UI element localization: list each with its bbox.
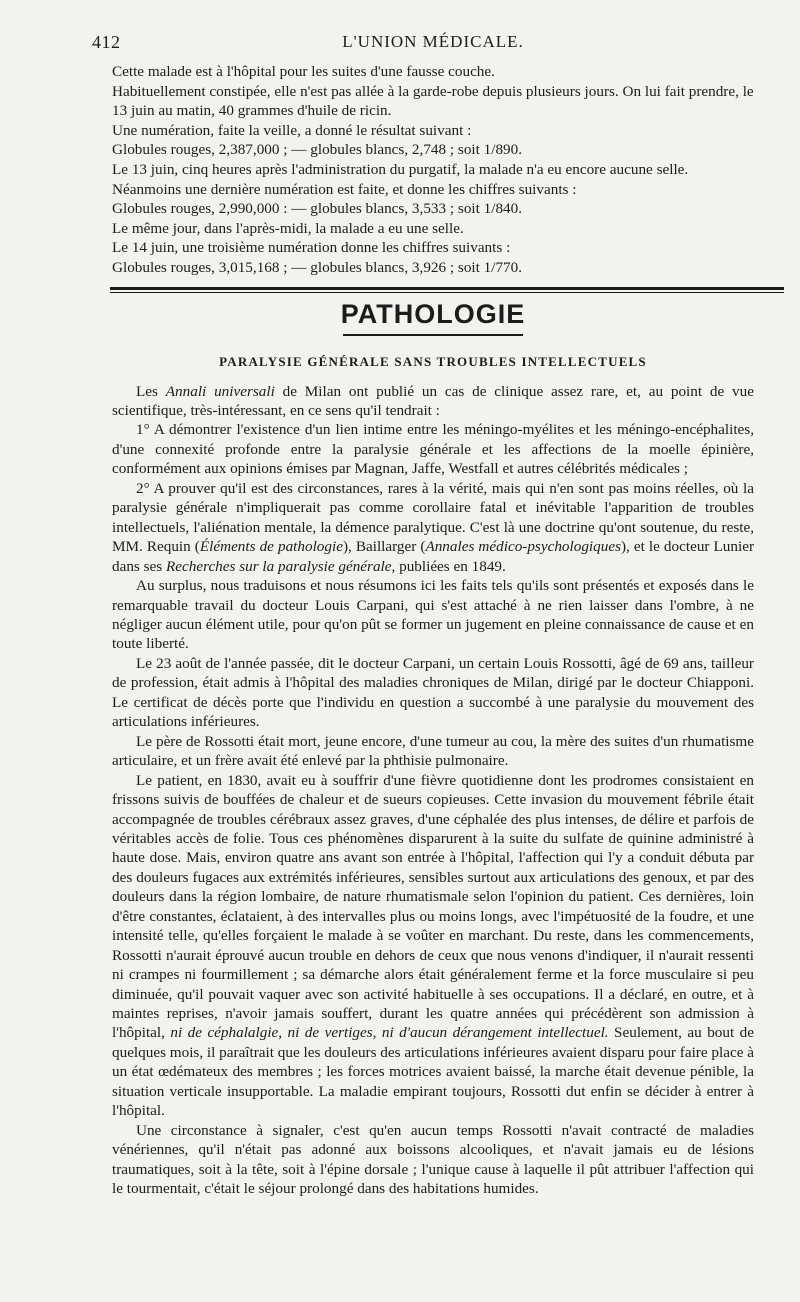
paragraph: Le 23 août de l'année passée, dit le docteur Carpani, un certain Louis Rossotti, âgé de 69 ans, tailleur de profession, était admis à l'hôpital des maladies chroniques de Milan, dirigé par le docteur Chiapponi. Le certificat de décès porte que l'individu en question a succombé à une paralysie du mouvement des articulations inférieures. — [112, 654, 754, 731]
paragraph — [112, 771, 754, 1121]
observation-line: Cette malade est à l'hôpital pour les suites d'une fausse couche. — [112, 63, 495, 80]
observation-line: Le même jour, dans l'après-midi, la malade a eu une selle. — [112, 219, 464, 237]
paragraph-text: Seulement, au bout de quelques mois, il paraîtrait que les douleurs des articulations inférieures avaient disparu pour faire place à un état œdémateux des membres ; les forces motrices avaient baissé, la marche était devenue pénible, la situation verticale insupportable. La maladie empirant toujours, Rossotti dut enfin se décider à entrer à l'hôpital. — [112, 1024, 754, 1120]
observation-line: Une numération, faite la veille, a donné le résultat suivant : — [112, 121, 472, 139]
emphasized-text: ni de céphalalgie, ni de vertiges, ni d'aucun dérangement intellectuel. — [170, 1024, 609, 1042]
article-title: PARALYSIE GÉNÉRALE SANS TROUBLES INTELLECTUELS — [219, 353, 647, 369]
citation-title: Annales médico-psychologiques — [425, 538, 621, 556]
observation-block — [112, 62, 754, 278]
section-divider — [110, 287, 784, 293]
paragraph: 1° A démontrer l'existence d'un lien intime entre les méningo-myélites et les méningo-encéphalites, d'une connexité profonde entre la paralysie générale et les affections de la moelle épinière, conformément aux opinions émises par Magnan, Jaffe, Westfall et autres célébrités médicales ; — [112, 421, 754, 478]
running-head: L'UNION MÉDICALE. — [342, 32, 524, 51]
paragraph-text: ), Baillarger ( — [342, 538, 426, 556]
title-underline — [343, 334, 523, 336]
paragraph — [112, 479, 754, 576]
journal-name: Annali universali — [165, 382, 275, 400]
paragraph-text: Les Annali universali de Milan ont publié un cas de clinique assez rare, et, au point de vue scientifique, très-intéressant, en ce sens qu'il tendrait : — [112, 382, 754, 419]
paragraph: Au surplus, nous traduisons et nous résumons ici les faits tels qu'ils sont présentés et exposés dans le remarquable travail du docteur Louis Carpani, qui s'est attaché à ne rien laisser dans l'ombre, à ne négliger aucun élément utile, pour qu'on pût se former un jugement en pleine connaissance de cause et en toute liberté. — [112, 577, 754, 653]
citation-title: Recherches sur la paralysie générale — [166, 557, 392, 575]
article-body — [112, 382, 754, 1199]
observation-line: Habituellement constipée, elle n'est pas allée à la garde-robe depuis plusieurs jours. On lui fait prendre, le 13 juin au matin, 40 grammes d'huile de ricin. — [112, 82, 754, 120]
paragraph — [112, 382, 754, 421]
observation-line: Globules rouges, 2,387,000 ; — globules blancs, 2,748 ; soit 1/890. — [112, 141, 523, 159]
paragraph-text: ), et le docteur Lunier dans ses — [112, 538, 755, 575]
paragraph: Le père de Rossotti était mort, jeune encore, d'une tumeur au cou, la mère des suites d'un rhumatisme articulaire, et un frère avait été enlevé par la phthisie pulmonaire. — [112, 732, 754, 770]
paragraph-text: Le patient, en 1830, avait eu à souffrir d'une fièvre quotidienne dont les prodromes consistaient en frissons suivis de bouffées de chaleur et de sueurs copieuses. Cette invasion du mouvement fébrile était accompagnée de troubles cérébraux assez graves, d'une céphalée des plus intenses, de délire et parfois de véritables accès de folie. Tous ces phénomènes disparurent à la suite du sulfate de quinine administré à haute dose. Mais, environ quatre ans avant son entrée à l'hôpital, l'affection qui l'y a conduit débuta par des douleurs fugaces aux extrémités inférieures, sensibles surtout aux articulations des genoux, et par des douleurs dans la région lombaire, de nature rhumatismale selon l'opinion du patient. Ces dernières, loin d'être constantes, éclataient, à des intervalles plus ou moins longs, avec l'impétuosité de la foudre, et une intensité telle, qu'elles forçaient le malade à se voûter en marchant. Du reste, dans les commencements, Rossotti n'aurait éprouvé aucun trouble en dehors de ceux que nous venons d'indiquer, il n'aurait ressenti ni crampes ni fourmillement ; sa démarche alors était généralement ferme et la force musculaire si peu diminuée, qu'il pouvait vaquer avec son activité habituelle à ses occupations. Il a déclaré, en outre, et à maintes reprises, n'avoir jamais souffert, durant les quatre années qui précédèrent son admission à l'hôpital, — [112, 771, 754, 1042]
paragraph-text: 2° A prouver qu'il est des circonstances, rares à la vérité, mais qui n'en sont pas moins réelles, où la paralysie générale n'impliquerait pas comme corollaire fatal et inévitable l'apparition de troubles intellectuels, l'aliénation mentale, la démence paralytique. C'est là une doctrine qu'ont soutenue, du reste, MM. Requin ( — [112, 479, 754, 556]
observation-line: Globules rouges, 3,015,168 ; — globules blancs, 3,926 ; soit 1/770. — [112, 258, 523, 276]
citation-title: Éléments de pathologie — [199, 538, 343, 556]
page-number: 412 — [92, 32, 121, 52]
observation-line: Globules rouges, 2,990,000 : — globules blancs, 3,533 ; soit 1/840. — [112, 200, 523, 218]
page-header — [92, 32, 754, 62]
paragraph-text: , publiées en 1849. — [391, 557, 506, 575]
paragraph: Une circonstance à signaler, c'est qu'en aucun temps Rossotti n'avait contracté de maladies vénériennes, qu'il n'était pas adonné aux boissons alcooliques, et n'avait jamais eu de lésions traumatiques, soit à la tête, soit à l'épine dorsale ; l'unique cause à laquelle il pût attribuer l'affection qui le tourmentait, c'était le séjour prolongé dans des habitations humides. — [112, 1121, 754, 1198]
observation-line: Le 13 juin, cinq heures après l'administration du purgatif, la malade n'a eu encore aucune selle. Néanmoins une dernière numération est faite, et donne les chiffres suivants : — [112, 160, 689, 198]
observation-line: Le 14 juin, une troisième numération donne les chiffres suivants : — [112, 239, 511, 257]
section-title: PATHOLOGIE — [340, 298, 526, 329]
